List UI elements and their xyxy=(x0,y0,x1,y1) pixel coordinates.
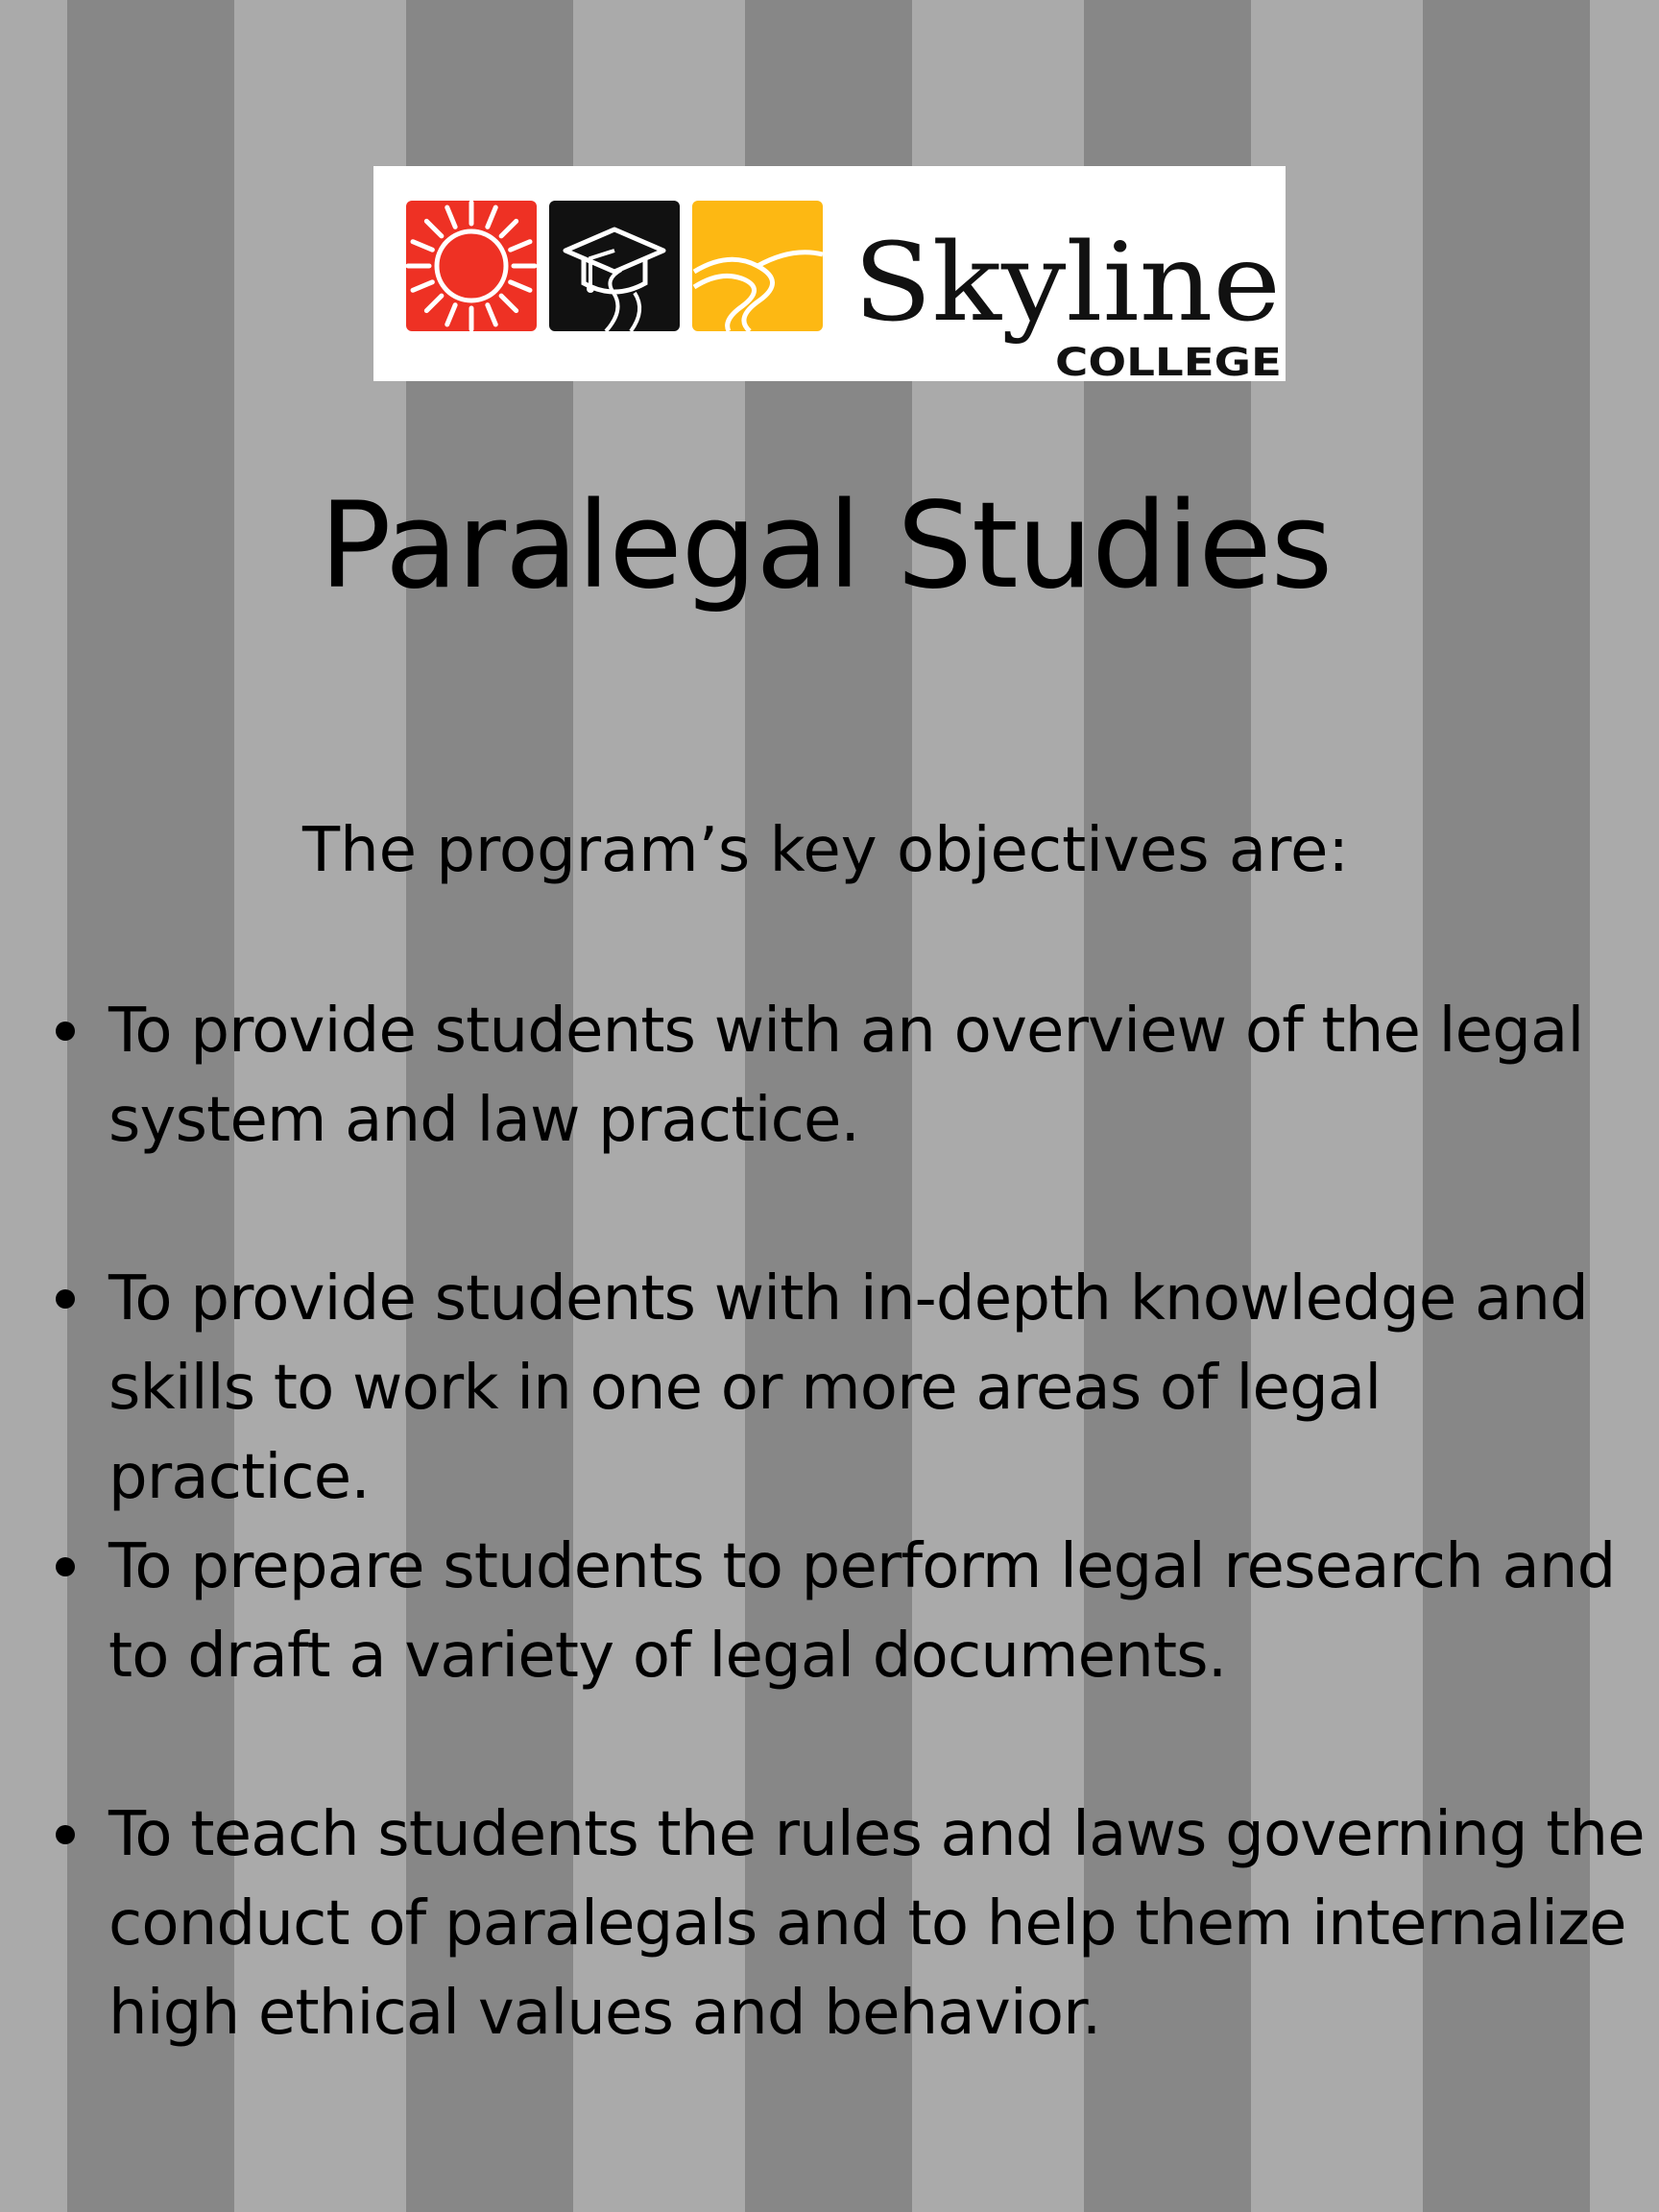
bullet-icon xyxy=(56,1289,75,1309)
logo-wordmark: Skyline xyxy=(854,221,1281,346)
objectives-intro: The program’s key objectives are: xyxy=(302,815,1349,886)
logo-subtext: COLLEGE xyxy=(1055,341,1282,381)
objective-text: To provide students with an overview of the legal system and law practice. xyxy=(108,996,1584,1156)
objective-text: To prepare students to perform legal research and to draft a variety of legal documents. xyxy=(108,1531,1616,1692)
bullet-icon xyxy=(56,1825,75,1844)
bullet-icon xyxy=(56,1557,75,1576)
objective-text: To teach students the rules and laws governing the conduct of paralegals and to help them internalize high ethical values and behavior. xyxy=(108,1799,1645,2049)
road-icon xyxy=(692,201,823,331)
objective-text: To provide students with in-depth knowledge and skills to work in one or more areas of legal practice. xyxy=(108,1263,1588,1513)
bullet-icon xyxy=(56,1022,75,1041)
page-title: Paralegal Studies xyxy=(319,477,1333,615)
sun-icon xyxy=(406,201,537,331)
skyline-college-logo xyxy=(373,166,1286,381)
graduation-cap-icon xyxy=(549,201,680,331)
